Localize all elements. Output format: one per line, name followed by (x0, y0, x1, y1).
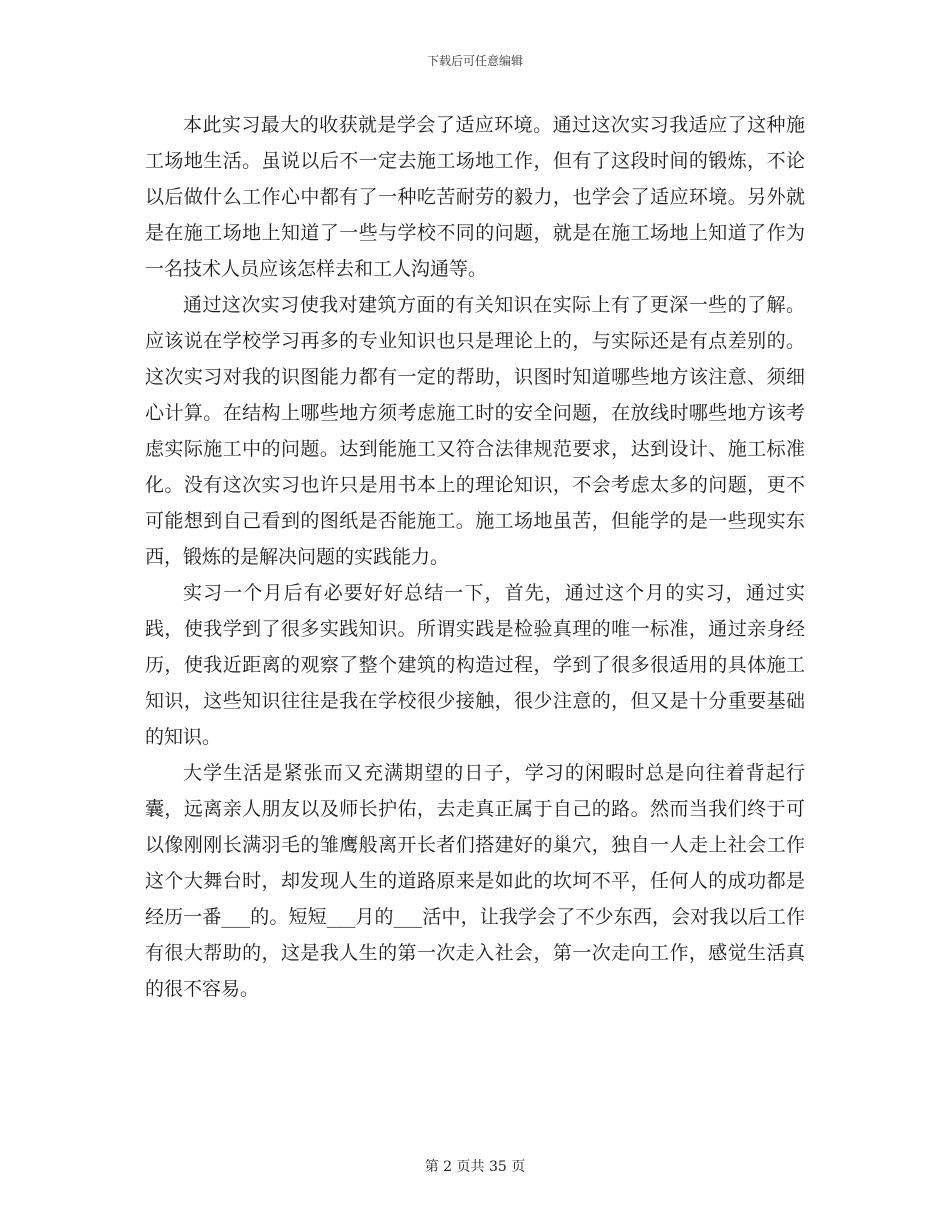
page-footer: 第 2 页共 35 页 (424, 1159, 526, 1175)
document-body (145, 107, 805, 1007)
paragraph-4: 大学生活是紧张而又充满期望的日子，学习的闲暇时总是向往着背起行囊，远离亲人朋友以及师长护佑，去走真正属于自己的路。然而当我们终于可以像刚刚长满羽毛的雏鹰般离开长者们搭建好的巢穴，独自一人走上社会工作这个大舞台时，却发现人生的道路原来是如此的坎坷不平，任何人的成功都是经历一番___的。短短___月的___活中，让我学会了不少东西，会对我以后工作有很大帮助的，这是我人生的第一次走入社会，第一次走向工作，感觉生活真的很不容易。 (145, 762, 805, 1000)
page-header: 下载后可任意编辑 (426, 54, 523, 68)
paragraph-2: 通过这次实习使我对建筑方面的有关知识在实际上有了更深一些的了解。应该说在学校学习再多的专业知识也只是理论上的，与实际还是有点差别的。这次实习对我的识图能力都有一定的帮助，识图时知道哪些地方该注意、须细心计算。在结构上哪些地方须考虑施工时的安全问题，在放线时哪些地方该考虑实际施工中的问题。达到能施工又符合法律规范要求，达到设计、施工标准化。没有这次实习也许只是用书本上的理论知识，不会考虑太多的问题，更不可能想到自己看到的图纸是否能施工。施工场地虽苦，但能学的是一些现实东西，锻炼的是解决问题的实践能力。 (145, 294, 805, 568)
paragraph-1: 本此实习最大的收获就是学会了适应环境。通过这次实习我适应了这种施工场地生活。虽说以后不一定去施工场地工作，但有了这段时间的锻炼，不论以后做什么工作心中都有了一种吃苦耐劳的毅力，也学会了适应环境。另外就是在施工场地上知道了一些与学校不同的问题，就是在施工场地上知道了作为一名技术人员应该怎样去和工人沟通等。 (145, 114, 805, 280)
paragraph-3: 实习一个月后有必要好好总结一下，首先，通过这个月的实习，通过实践，使我学到了很多实践知识。所谓实践是检验真理的唯一标准，通过亲身经历，使我近距离的观察了整个建筑的构造过程，学到了很多很适用的具体施工知识，这些知识往往是我在学校很少接触，很少注意的，但又是十分重要基础的知识。 (145, 582, 805, 748)
